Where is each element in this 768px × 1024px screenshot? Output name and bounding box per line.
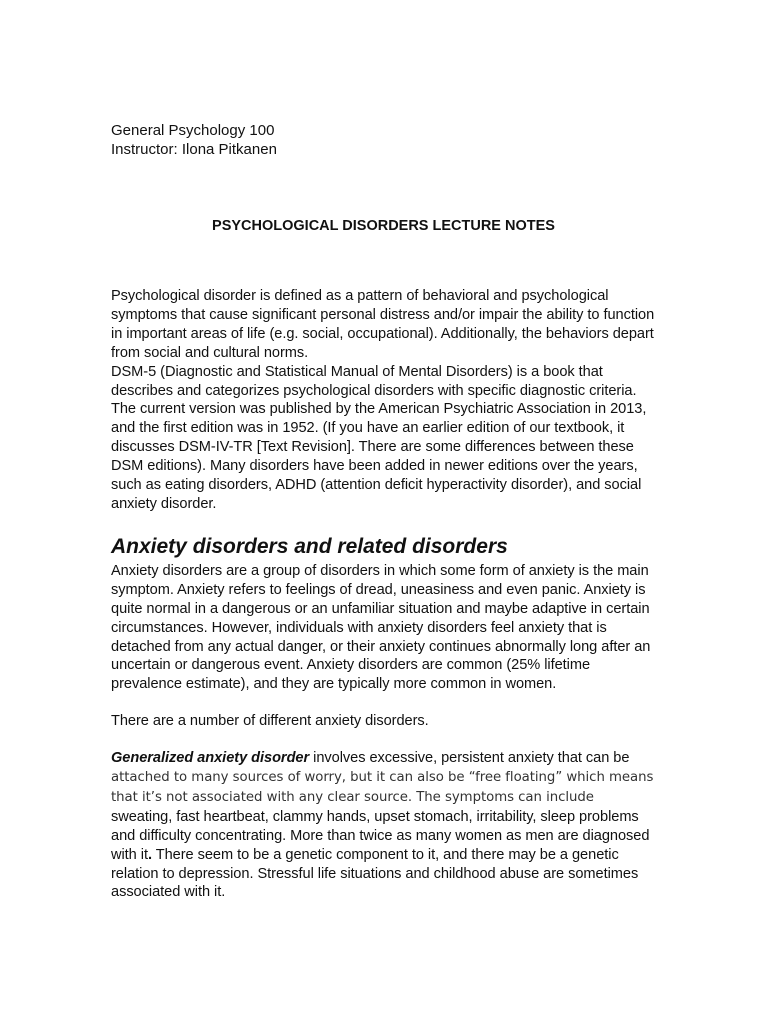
gad-text-3: sweating, fast heartbeat, clammy hands, upset stomach, irritability, sleep problems and difficulty concentrating. More than twice as many women as men are diagnosed with it xyxy=(111,808,650,863)
anxiety-number-line: There are a number of different anxiety disorders. xyxy=(111,713,429,730)
intro-dsm: DSM-5 (Diagnostic and Statistical Manual of Mental Disorders) is a book that describes and categorizes psychological disorders with specific diagnostic criteria. The current version was published by the American Psychiatric Association in 2013, and the first edition was in 1952. (If you have an earlier edition of our textbook, it discusses DSM-IV-TR [Text Revision]. There are some differences between these DSM editions). Many disorders have been added in newer editions over the years, such as eating disorders, ADHD (attention deficit hyperactivity disorder), and social anxiety disorder. xyxy=(111,363,647,512)
gad-text-2: attached to many sources of worry, but it can also be “free floating” which means that it’s not associated with any clear source. The symptoms can include xyxy=(111,770,654,805)
gad-term: Generalized anxiety disorder xyxy=(111,750,310,767)
course-name: General Psychology 100 xyxy=(111,122,275,139)
document-title: PSYCHOLOGICAL DISORDERS LECTURE NOTES xyxy=(212,218,555,234)
gad-period: . xyxy=(147,846,152,863)
intro-definition: Psychological disorder is defined as a pattern of behavioral and psychological symptoms that cause significant personal distress and/or impair the ability to function in important areas of life (e.g. social, occupational). Additionally, the behaviors depart from social and cultural norms. xyxy=(111,288,655,361)
gad-paragraph xyxy=(111,749,656,902)
section-heading-anxiety: Anxiety disorders and related disorders xyxy=(111,534,508,558)
gad-text-4: There seem to be a genetic component to it, and there may be a genetic relation to depression. Stressful life situations and childhood abuse are sometimes associated with it. xyxy=(111,846,639,901)
document-page xyxy=(111,121,656,902)
gad-text-1: involves excessive, persistent anxiety that can be xyxy=(309,750,630,767)
instructor-name: Instructor: Ilona Pitkanen xyxy=(111,141,277,158)
anxiety-overview: Anxiety disorders are a group of disorders in which some form of anxiety is the main symptom. Anxiety refers to feelings of dread, uneasiness and even panic. Anxiety is quite normal in a dangerous or an unfamiliar situation and maybe adaptive in certain circumstances. However, individuals with anxiety disorders feel anxiety that is detached from any actual danger, or their anxiety continues abnormally long after an uncertain or dangerous event. Anxiety disorders are common (25% lifetime prevalence estimate), and they are typically more common in women. xyxy=(111,562,651,693)
